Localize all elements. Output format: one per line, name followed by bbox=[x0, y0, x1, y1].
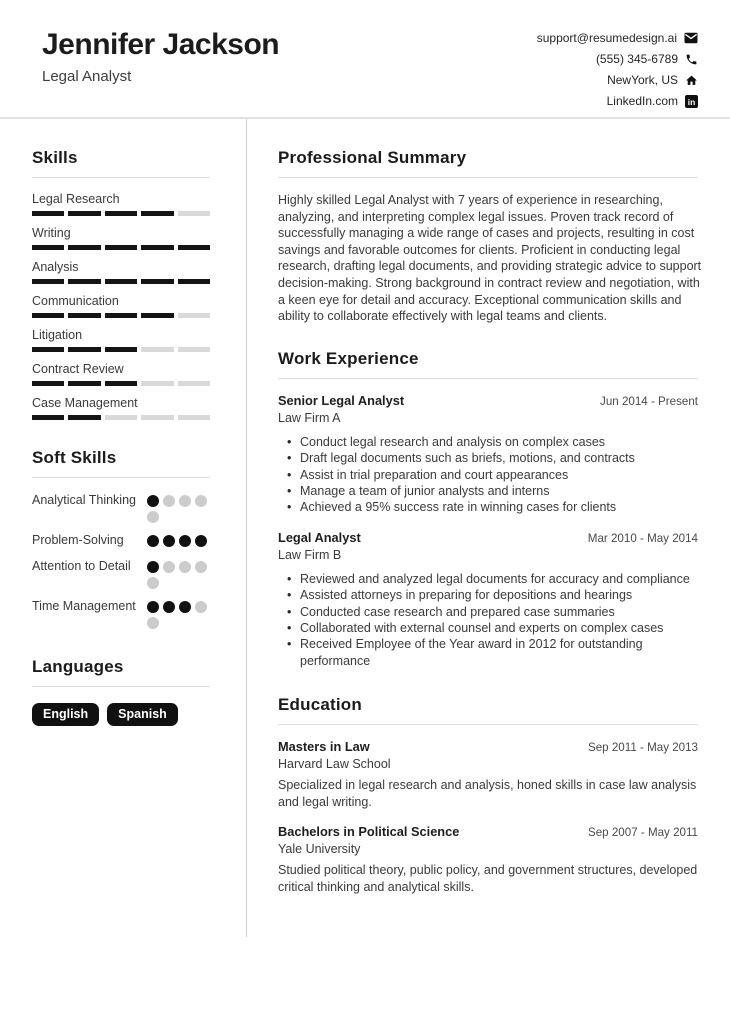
job-company: Law Firm A bbox=[278, 410, 341, 425]
rating-dots bbox=[147, 532, 210, 547]
skill-item bbox=[32, 192, 210, 216]
skill-bar-segment bbox=[178, 415, 210, 420]
rating-dots bbox=[147, 558, 210, 589]
education-section bbox=[278, 695, 698, 895]
contact-phone-text: (555) 345-6789 bbox=[595, 52, 678, 66]
skill-bar-segment bbox=[32, 279, 64, 284]
rating-dot bbox=[163, 495, 175, 507]
skill-bar-segment bbox=[32, 415, 64, 420]
job-bullets bbox=[278, 571, 698, 669]
skill-name: Analysis bbox=[32, 260, 79, 274]
skill-bar-segment bbox=[141, 381, 173, 386]
skill-name: Litigation bbox=[32, 328, 83, 342]
main-content bbox=[246, 117, 730, 896]
rating-dot bbox=[147, 495, 159, 507]
soft-skill-name: Analytical Thinking bbox=[32, 493, 136, 507]
skill-bar-segment bbox=[68, 245, 100, 250]
soft-skill-name: Attention to Detail bbox=[32, 558, 131, 573]
rating-dots bbox=[147, 598, 210, 629]
contact-list bbox=[537, 28, 698, 108]
column-divider bbox=[246, 119, 247, 937]
summary-section bbox=[278, 148, 702, 325]
skill-bar-segment bbox=[105, 245, 137, 250]
soft-skill-item bbox=[32, 532, 210, 549]
heading-divider bbox=[278, 378, 698, 379]
contact-email[interactable] bbox=[537, 31, 698, 45]
rating-dots bbox=[147, 492, 210, 523]
rating-dot bbox=[179, 601, 191, 613]
bullet-item: • Manage a team of junior analysts and interns bbox=[278, 483, 698, 499]
soft-skills-section bbox=[32, 448, 210, 629]
skill-bar-segment bbox=[68, 347, 100, 352]
experience-heading: Work Experience bbox=[278, 348, 419, 368]
skill-bar-segment bbox=[32, 313, 64, 318]
contact-linkedin-text: LinkedIn.com bbox=[606, 94, 678, 108]
skill-bar-segment bbox=[32, 347, 64, 352]
bullet-item: • Achieved a 95% success rate in winning cases for clients bbox=[278, 499, 698, 515]
skill-bar-segment bbox=[178, 279, 210, 284]
skill-item bbox=[32, 396, 210, 420]
skill-item bbox=[32, 260, 210, 284]
contact-location[interactable] bbox=[607, 73, 698, 87]
soft-skills-heading: Soft Skills bbox=[32, 448, 117, 467]
language-pill: English bbox=[32, 703, 99, 726]
education-dates: Sep 2011 - May 2013 bbox=[588, 741, 698, 755]
rating-dot bbox=[163, 601, 175, 613]
skill-bar bbox=[32, 313, 210, 318]
job-bullets bbox=[278, 434, 698, 516]
education-header bbox=[278, 824, 698, 839]
skills-heading: Skills bbox=[32, 148, 78, 167]
rating-dot bbox=[195, 561, 207, 573]
skill-bar bbox=[32, 347, 210, 352]
skill-bar-segment bbox=[178, 211, 210, 216]
skill-bar bbox=[32, 211, 210, 216]
skill-bar-segment bbox=[32, 211, 64, 216]
education-entry bbox=[278, 824, 698, 895]
rating-dot bbox=[163, 535, 175, 547]
contact-location-text: NewYork, US bbox=[607, 73, 678, 87]
job-title: Legal Analyst bbox=[278, 529, 361, 545]
skill-bar-segment bbox=[105, 279, 137, 284]
skill-name: Communication bbox=[32, 294, 119, 308]
bullet-item: • Conduct legal research and analysis on complex cases bbox=[278, 434, 698, 450]
bullet-item: • Conducted case research and prepared case summaries bbox=[278, 604, 698, 620]
heading-divider bbox=[278, 724, 698, 725]
education-description: Specialized in legal research and analysis, honed skills in case law analysis and legal writing. bbox=[278, 778, 697, 809]
skill-bar-segment bbox=[141, 211, 173, 216]
skill-bar-segment bbox=[32, 245, 64, 250]
job-dates: Mar 2010 - May 2014 bbox=[587, 531, 698, 545]
languages-heading: Languages bbox=[32, 656, 124, 676]
skill-bar bbox=[32, 279, 210, 284]
skill-bar-segment bbox=[105, 211, 137, 216]
skill-bar bbox=[32, 381, 210, 386]
job-title: Senior Legal Analyst bbox=[278, 392, 405, 408]
education-entry bbox=[278, 739, 698, 810]
language-pill: Spanish bbox=[107, 703, 178, 726]
person-title: Legal Analyst bbox=[42, 68, 132, 85]
skill-bar-segment bbox=[105, 415, 137, 420]
contact-email-text: support@resumedesign.ai bbox=[536, 31, 677, 45]
skill-bar-segment bbox=[178, 381, 210, 386]
skill-bar bbox=[32, 415, 210, 420]
soft-skill-item bbox=[32, 558, 210, 589]
degree-title: Masters in Law bbox=[278, 739, 370, 755]
rating-dot bbox=[179, 561, 191, 573]
rating-dot bbox=[195, 535, 207, 547]
bullet-item: • Received Employee of the Year award in 2012 for outstanding performance bbox=[278, 636, 698, 669]
rating-dot bbox=[163, 561, 175, 573]
rating-dot bbox=[195, 495, 207, 507]
rating-dot bbox=[147, 617, 159, 629]
home-icon bbox=[685, 74, 698, 87]
language-pills bbox=[32, 703, 210, 726]
skills-section bbox=[32, 148, 210, 420]
bullet-item: • Collaborated with external counsel and experts on complex cases bbox=[278, 620, 698, 636]
content-columns bbox=[0, 117, 730, 896]
heading-divider bbox=[32, 477, 210, 478]
skill-bar bbox=[32, 245, 210, 250]
skill-bar-segment bbox=[68, 279, 100, 284]
phone-icon bbox=[685, 53, 698, 66]
soft-skill-item bbox=[32, 598, 210, 629]
skill-bar-segment bbox=[68, 211, 100, 216]
job-header bbox=[278, 530, 698, 545]
skills-list bbox=[32, 192, 210, 420]
job-dates: Jun 2014 - Present bbox=[600, 394, 698, 408]
rating-dot bbox=[147, 511, 159, 523]
svg-text:in: in bbox=[687, 96, 696, 107]
skill-bar-segment bbox=[178, 245, 210, 250]
skill-item bbox=[32, 328, 210, 352]
experience-section bbox=[278, 349, 698, 669]
sidebar bbox=[0, 117, 246, 896]
education-heading: Education bbox=[278, 695, 362, 715]
soft-skill-name: Time Management bbox=[32, 598, 136, 613]
education-dates: Sep 2007 - May 2011 bbox=[588, 826, 698, 840]
header-divider bbox=[0, 117, 730, 119]
heading-divider bbox=[32, 686, 210, 687]
skill-bar-segment bbox=[178, 347, 210, 352]
heading-divider bbox=[32, 177, 210, 178]
linkedin-icon bbox=[685, 95, 698, 108]
job-entry bbox=[278, 393, 698, 516]
skill-bar-segment bbox=[141, 415, 173, 420]
school-name: Harvard Law School bbox=[278, 757, 391, 772]
education-header bbox=[278, 739, 698, 754]
skill-bar-segment bbox=[141, 313, 173, 318]
envelope-icon bbox=[684, 32, 698, 44]
job-header bbox=[278, 393, 698, 408]
skill-item bbox=[32, 362, 210, 386]
skill-item bbox=[32, 226, 210, 250]
skill-item bbox=[32, 294, 210, 318]
identity-block bbox=[42, 28, 279, 85]
contact-linkedin[interactable] bbox=[607, 94, 698, 108]
rating-dot bbox=[147, 577, 159, 589]
skill-bar-segment bbox=[32, 381, 64, 386]
job-company: Law Firm B bbox=[278, 547, 342, 562]
job-entry bbox=[278, 530, 698, 669]
skill-bar-segment bbox=[178, 313, 210, 318]
bullet-item: • Reviewed and analyzed legal documents for accuracy and compliance bbox=[278, 571, 698, 587]
school-name: Yale University bbox=[278, 842, 361, 857]
rating-dot bbox=[179, 495, 191, 507]
skill-bar-segment bbox=[68, 415, 100, 420]
skill-bar-segment bbox=[68, 381, 100, 386]
skill-bar-segment bbox=[141, 245, 173, 250]
header bbox=[0, 0, 730, 117]
skill-name: Legal Research bbox=[32, 192, 120, 206]
skill-bar-segment bbox=[141, 347, 173, 352]
skill-name: Contract Review bbox=[32, 362, 124, 376]
bullet-item: • Assisted attorneys in preparing for depositions and hearings bbox=[278, 587, 698, 603]
skill-name: Case Management bbox=[32, 396, 138, 410]
rating-dot bbox=[179, 535, 191, 547]
rating-dot bbox=[147, 535, 159, 547]
person-name: Jennifer Jackson bbox=[42, 28, 280, 61]
rating-dot bbox=[147, 601, 159, 613]
skill-bar-segment bbox=[68, 313, 100, 318]
bullet-item: • Assist in trial preparation and court appearances bbox=[278, 467, 698, 483]
summary-heading: Professional Summary bbox=[278, 148, 467, 167]
languages-section bbox=[32, 657, 210, 726]
rating-dot bbox=[195, 601, 207, 613]
skill-bar-segment bbox=[105, 347, 137, 352]
soft-skill-name: Problem-Solving bbox=[32, 533, 124, 547]
soft-skill-item bbox=[32, 492, 210, 523]
degree-title: Bachelors in Political Science bbox=[278, 824, 460, 840]
contact-phone[interactable] bbox=[596, 52, 698, 66]
skill-name: Writing bbox=[32, 226, 71, 240]
skill-bar-segment bbox=[105, 313, 137, 318]
rating-dot bbox=[147, 561, 159, 573]
skill-bar-segment bbox=[141, 279, 173, 284]
education-description: Studied political theory, public policy, and government structures, developed critical thinking and analytical skills. bbox=[278, 863, 698, 894]
soft-skills-list bbox=[32, 492, 210, 629]
summary-text: Highly skilled Legal Analyst with 7 years of experience in researching, analyzing, and interpreting complex legal issues. Proven track record of successfully managing a wide range of cases and projects, resulting in cost savings and favorable outcomes for clients. Proficient in conducting legal research, drafting legal documents, and providing strategic advice to support decision-making. Strong background in contract review and negotiation, with a keen eye for detail and accuracy. Exceptional communication skills and ability to collaborate effectively with legal teams and clients. bbox=[278, 193, 702, 324]
bullet-item: • Draft legal documents such as briefs, motions, and contracts bbox=[278, 450, 698, 466]
skill-bar-segment bbox=[105, 381, 137, 386]
heading-divider bbox=[278, 177, 698, 178]
